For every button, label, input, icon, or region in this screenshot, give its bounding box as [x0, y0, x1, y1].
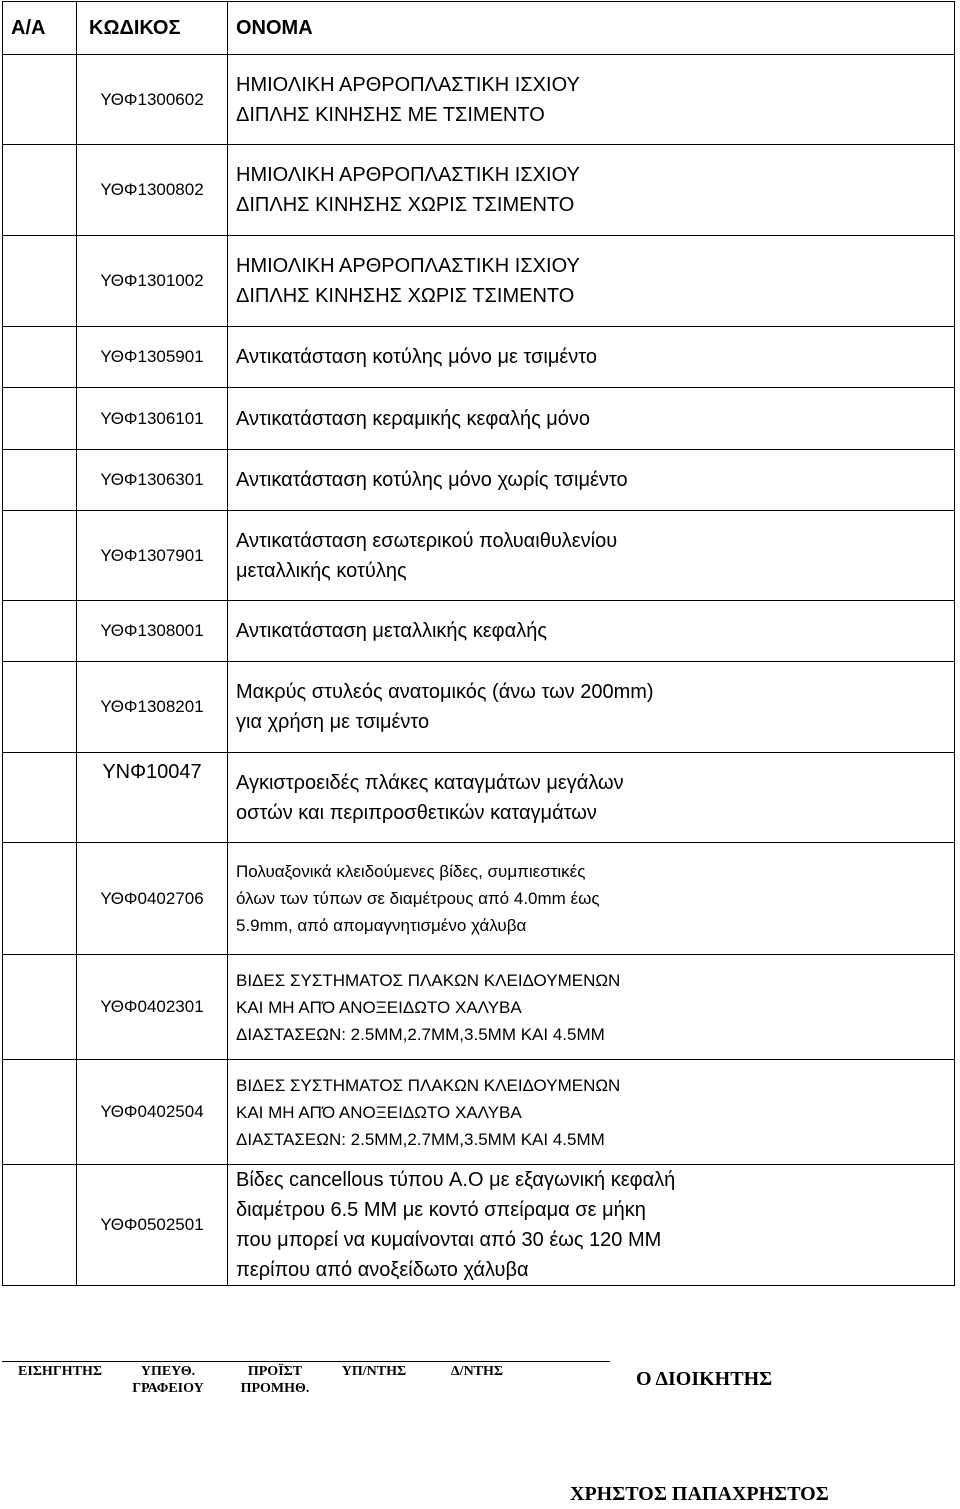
row-aa [3, 955, 77, 1060]
row-code: ΥΘΦ1305901 [77, 327, 228, 388]
row-code: ΥΘΦ1300602 [77, 55, 228, 145]
row-aa [3, 1060, 77, 1165]
row-aa [3, 388, 77, 450]
table-row [3, 955, 955, 1060]
sig-dntis [442, 1363, 512, 1380]
table-header-row [3, 2, 955, 55]
table-row [3, 388, 955, 450]
row-code: ΥΘΦ1306301 [77, 450, 228, 511]
table-row [3, 753, 955, 843]
row-code: ΥΘΦ0402301 [77, 955, 228, 1060]
products-table [2, 1, 955, 1286]
row-code: ΥΘΦ0402706 [77, 843, 228, 955]
row-aa [3, 145, 77, 236]
sig-dntis-label: Δ/ΝΤΗΣ [450, 1364, 504, 1379]
row-name: Αντικατάσταση μεταλλικής κεφαλής [228, 601, 955, 662]
table-row [3, 511, 955, 601]
table-row [3, 145, 955, 236]
row-code: ΥΘΦ1308001 [77, 601, 228, 662]
row-name: Αντικατάσταση κεραμικής κεφαλής μόνο [228, 388, 955, 450]
sig-ypdntis [332, 1363, 416, 1380]
row-name: ΗΜΙΟΛΙΚΗ ΑΡΘΡΟΠΛΑΣΤΙΚΗ ΙΣΧΙΟΥ ΔΙΠΛΗΣ ΚΙΝΗΣΗΣ ΧΩΡΙΣ ΤΣΙΜΕΝΤΟ [228, 145, 955, 236]
row-name: Μακρύς στυλεός ανατομικός (άνω των 200mm) για χρήση με τσιμέντο [228, 662, 955, 753]
table-row [3, 662, 955, 753]
row-name: ΗΜΙΟΛΙΚΗ ΑΡΘΡΟΠΛΑΣΤΙΚΗ ΙΣΧΙΟΥ ΔΙΠΛΗΣ ΚΙΝΗΣΗΣ ΜΕ ΤΣΙΜΕΝΤΟ [228, 55, 955, 145]
table-row [3, 236, 955, 327]
row-code: ΥΝΦ10047 [77, 753, 228, 843]
row-aa [3, 236, 77, 327]
table-row [3, 601, 955, 662]
row-aa [3, 327, 77, 388]
row-name: Αντικατάσταση εσωτερικού πολυαιθυλενίου μεταλλικής κοτύλης [228, 511, 955, 601]
table-row [3, 327, 955, 388]
director-name: ΧΡΗΣΤΟΣ ΠΑΠΑΧΡΗΣΤΟΣ [570, 1483, 829, 1505]
row-code: ΥΘΦ0502501 [77, 1165, 228, 1286]
row-code: ΥΘΦ1300802 [77, 145, 228, 236]
row-aa [3, 511, 77, 601]
row-aa [3, 662, 77, 753]
row-code: ΥΘΦ0402504 [77, 1060, 228, 1165]
row-aa [3, 1165, 77, 1286]
header-name: ΟΝΟΜΑ [228, 2, 955, 55]
row-aa [3, 450, 77, 511]
header-aa: Α/Α [3, 2, 77, 55]
row-name: Πολυαξονικά κλειδούμενες βίδες, συμπιεστικές όλων των τύπων σε διαμέτρους από 4.0mm έως 5.9mm, από απομαγνητισμένο χάλυβα [228, 843, 955, 955]
row-aa [3, 55, 77, 145]
table-row [3, 1165, 955, 1286]
table-row [3, 843, 955, 955]
row-code: ΥΘΦ1307901 [77, 511, 228, 601]
row-aa [3, 843, 77, 955]
row-name: Αγκιστροειδές πλάκες καταγμάτων μεγάλων οστών και περιπροσθετικών καταγμάτων [228, 753, 955, 843]
director-title: Ο ΔΙΟΙΚΗΤΗΣ [636, 1368, 773, 1390]
row-name: ΒΙΔΕΣ ΣΥΣΤΗΜΑΤΟΣ ΠΛΑΚΩΝ ΚΛΕΙΔΟΥΜΕΝΩΝ ΚΑΙ ΜΗ ΑΠΌ ΑΝΟΞΕΙΔΩΤΟ ΧΑΛΥΒΑ ΔΙΑΣΤΑΣΕΩΝ: 2.5ΜΜ,2.7ΜΜ,3.5ΜΜ ΚΑΙ 4.5ΜΜ [228, 1060, 955, 1165]
row-code: ΥΘΦ1308201 [77, 662, 228, 753]
row-name: ΒΙΔΕΣ ΣΥΣΤΗΜΑΤΟΣ ΠΛΑΚΩΝ ΚΛΕΙΔΟΥΜΕΝΩΝ ΚΑΙ ΜΗ ΑΠΌ ΑΝΟΞΕΙΔΩΤΟ ΧΑΛΥΒΑ ΔΙΑΣΤΑΣΕΩΝ: 2.5ΜΜ,2.7ΜΜ,3.5ΜΜ ΚΑΙ 4.5ΜΜ [228, 955, 955, 1060]
sig-eisigitis [14, 1363, 106, 1380]
sig-proist-line2: ΠΡΟΜΗΘ. [240, 1381, 310, 1396]
sig-proist [230, 1363, 320, 1397]
sig-ypefth-line2: ΓΡΑΦΕΙΟΥ [132, 1381, 204, 1396]
row-aa [3, 601, 77, 662]
header-code: ΚΩΔΙΚΟΣ [77, 2, 228, 55]
signature-divider [2, 1361, 610, 1362]
row-name: Αντικατάσταση κοτύλης μόνο με τσιμέντο [228, 327, 955, 388]
table-row [3, 1060, 955, 1165]
row-code: ΥΘΦ1301002 [77, 236, 228, 327]
table-row [3, 55, 955, 145]
sig-proist-line1: ΠΡΟΪΣΤ [247, 1364, 303, 1379]
sig-ypefth-line1: ΥΠΕΥΘ. [140, 1364, 196, 1379]
row-name: Βίδες cancellous τύπου A.O με εξαγωνική κεφαλή διαμέτρου 6.5 ΜΜ με κοντό σπείραμα σε μήκη που μπορεί να κυμαίνονται από 30 έως 120 ΜΜ περίπου από ανοξείδωτο χάλυβα [228, 1165, 955, 1286]
sig-ypdntis-label: ΥΠ/ΝΤΗΣ [341, 1364, 407, 1379]
table-row [3, 450, 955, 511]
sig-ypefth [120, 1363, 216, 1397]
row-name: ΗΜΙΟΛΙΚΗ ΑΡΘΡΟΠΛΑΣΤΙΚΗ ΙΣΧΙΟΥ ΔΙΠΛΗΣ ΚΙΝΗΣΗΣ ΧΩΡΙΣ ΤΣΙΜΕΝΤΟ [228, 236, 955, 327]
row-aa [3, 753, 77, 843]
sig-eisigitis-label: ΕΙΣΗΓΗΤΗΣ [17, 1364, 102, 1379]
row-code: ΥΘΦ1306101 [77, 388, 228, 450]
row-name: Αντικατάσταση κοτύλης μόνο χωρίς τσιμέντο [228, 450, 955, 511]
